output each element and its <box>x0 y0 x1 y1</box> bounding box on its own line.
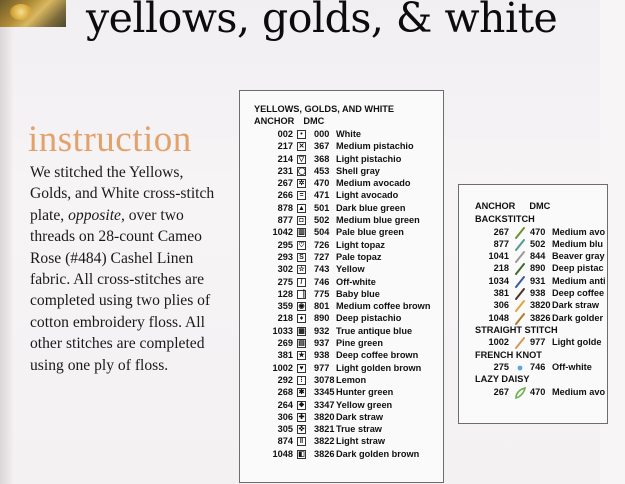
anchor-number: 874 <box>277 436 293 447</box>
anchor-number: 268 <box>277 387 293 398</box>
symbol-icon: ✱ <box>298 389 305 397</box>
color-name: White <box>336 129 362 139</box>
color-name: Shell gray <box>336 165 380 176</box>
key-row <box>240 203 445 215</box>
anchor-number: 306 <box>493 300 509 311</box>
dmc-number: 746 <box>314 276 330 287</box>
symbol-icon: ‖ <box>297 437 306 446</box>
dmc-number: 890 <box>530 263 546 274</box>
color-name: Medium avo <box>552 226 606 237</box>
stitch-section-title: FRENCH KNOT <box>475 349 542 360</box>
dmc-number: 743 <box>314 264 330 275</box>
color-name: Dark blue green <box>336 202 406 213</box>
symbol-icon: ▕ <box>298 290 305 298</box>
anchor-number: 292 <box>277 374 293 385</box>
backstitch-icon <box>514 276 526 288</box>
key-row <box>240 178 445 190</box>
color-name: Lemon <box>336 374 367 385</box>
anchor-number: 218 <box>277 313 293 324</box>
dmc-number: 890 <box>314 313 330 324</box>
instruction-fragment: over two <box>124 206 184 224</box>
backstitch-row <box>475 288 625 300</box>
key-row <box>240 301 445 313</box>
key-row <box>240 424 445 436</box>
color-name: True straw <box>336 424 382 435</box>
anchor-number: 264 <box>277 399 293 410</box>
dmc-number: 502 <box>314 215 330 226</box>
dmc-number: 504 <box>314 227 330 238</box>
backstitch-icon <box>514 288 526 300</box>
backstitch-icon <box>514 251 526 263</box>
color-key-columns <box>254 116 324 126</box>
color-name: Light pistachio <box>336 153 402 164</box>
stitch-key-columns <box>475 201 625 214</box>
color-name: Off-white <box>336 276 376 287</box>
symbol-icon: ▽ <box>298 155 305 163</box>
color-name: Deep pistachio <box>336 313 402 324</box>
dmc-number: 844 <box>530 251 546 262</box>
anchor-number: 275 <box>277 276 293 287</box>
key-row <box>240 338 445 350</box>
lazy-daisy-row <box>475 387 625 399</box>
anchor-number: 267 <box>277 178 293 189</box>
instruction-line: using one ply of floss. <box>30 356 169 374</box>
dmc-number: 938 <box>314 350 330 361</box>
backstitch-row <box>475 251 625 263</box>
color-name: Light golden brown <box>336 362 422 373</box>
key-row <box>240 313 445 325</box>
anchor-number: 218 <box>493 263 509 274</box>
anchor-number: 266 <box>277 190 293 201</box>
symbol-icon: ♡ <box>298 241 305 249</box>
symbol-icon: ▥ <box>298 229 305 237</box>
backstitch-row <box>475 276 625 288</box>
color-name: Yellow <box>336 264 365 275</box>
anchor-number: 877 <box>277 215 293 226</box>
instruction-line <box>30 205 235 226</box>
backstitch-row <box>475 313 625 325</box>
anchor-number: 381 <box>493 287 509 298</box>
backstitch-row <box>475 263 625 275</box>
symbol-icon: ◧ <box>298 450 305 458</box>
color-name: Medium coffee brown <box>336 301 431 312</box>
instruction-line: Rose (#484) Cashel Linen <box>30 249 194 267</box>
symbol-icon: ▤ <box>298 340 305 348</box>
dmc-number: 775 <box>314 288 330 299</box>
anchor-number: 305 <box>277 424 293 435</box>
dmc-number: 470 <box>530 386 546 397</box>
color-name: Hunter green <box>336 387 394 398</box>
key-row <box>240 252 445 264</box>
symbol-icon: ◘ <box>297 216 306 225</box>
dmc-number: 726 <box>314 239 330 250</box>
anchor-number: 1048 <box>488 312 509 323</box>
anchor-number: 267 <box>493 226 509 237</box>
color-name: Pale blue green <box>336 227 404 238</box>
stitch-key-box <box>458 184 608 424</box>
column-anchor: ANCHOR <box>475 201 516 211</box>
instruction-line: threads on 28-count Cameo <box>30 228 202 246</box>
key-row <box>240 277 445 289</box>
instruction-italic: opposite, <box>68 206 125 224</box>
color-name: Medium blu <box>552 238 604 249</box>
color-name: Deep pistac <box>552 263 604 274</box>
key-row <box>240 190 445 202</box>
anchor-number: 217 <box>277 141 293 152</box>
anchor-number: 1033 <box>272 325 293 336</box>
color-name: Medium blue green <box>336 215 420 226</box>
key-row <box>240 240 445 252</box>
instruction-line: Golds, and White cross-stitch <box>30 185 215 203</box>
anchor-number: 302 <box>277 264 293 275</box>
anchor-number: 306 <box>277 411 293 422</box>
color-name: Light topaz <box>336 239 385 250</box>
dmc-number: 3820 <box>314 411 335 422</box>
anchor-number: 267 <box>493 386 509 397</box>
symbol-icon: ◯ <box>298 167 306 175</box>
anchor-number: 381 <box>277 350 293 361</box>
symbol-icon: • <box>297 130 306 139</box>
page-gutter <box>0 0 14 484</box>
symbol-icon: ▦ <box>298 327 305 335</box>
french-knot-row <box>475 362 625 374</box>
color-name: Medium anti <box>552 275 606 286</box>
anchor-number: 231 <box>277 165 293 176</box>
symbol-icon: ✲ <box>298 180 305 188</box>
instruction-line: We stitched the Yellows, <box>30 164 184 181</box>
color-name: Medium pistachio <box>336 141 414 152</box>
instruction-line: other stitches are completed <box>30 335 205 353</box>
color-name: Medium avocado <box>336 178 411 189</box>
anchor-number: 269 <box>277 338 293 349</box>
anchor-number: 1041 <box>488 251 509 262</box>
backstitch-row <box>475 227 625 239</box>
dmc-number: 977 <box>314 362 330 373</box>
key-row <box>240 436 445 448</box>
color-name: Dark golden brown <box>336 448 420 459</box>
dmc-number: 746 <box>530 362 546 373</box>
column-dmc: DMC <box>303 116 325 126</box>
dmc-number: 3826 <box>530 312 551 323</box>
dmc-number: 000 <box>314 129 330 139</box>
page-headline: yellows, golds, & white <box>86 0 558 42</box>
backstitch-icon <box>514 227 526 239</box>
anchor-number: 1034 <box>488 275 509 286</box>
color-name: Dark straw <box>552 300 599 311</box>
anchor-number: 877 <box>493 238 509 249</box>
straight-stitch-icon <box>514 337 526 349</box>
symbol-icon: ★ <box>298 352 305 360</box>
backstitch-icon <box>514 300 526 312</box>
dmc-number: 3078 <box>314 374 335 385</box>
key-row <box>240 166 445 178</box>
stitch-section-title: LAZY DAISY <box>475 374 530 385</box>
dmc-number: 937 <box>314 338 330 349</box>
anchor-number: 128 <box>277 288 293 299</box>
key-row <box>240 400 445 412</box>
dmc-number: 501 <box>314 202 330 213</box>
dmc-number: 470 <box>530 226 546 237</box>
dmc-number: 801 <box>314 301 330 312</box>
dmc-number: 3347 <box>314 399 335 410</box>
key-row <box>240 264 445 276</box>
instruction-line: fabric. All cross-stitches are <box>30 271 205 289</box>
dmc-number: 938 <box>530 287 546 298</box>
dmc-number: 471 <box>314 190 330 201</box>
symbol-icon: ❖ <box>298 401 305 409</box>
stitch-key-content <box>475 201 625 399</box>
dmc-number: 453 <box>314 165 330 176</box>
dmc-number: 727 <box>314 251 330 262</box>
color-name: Pale topaz <box>336 251 382 262</box>
anchor-number: 1042 <box>272 227 293 238</box>
stitch-section-title: STRAIGHT STITCH <box>475 324 558 335</box>
color-name: Dark straw <box>336 411 383 422</box>
symbol-icon: ☆ <box>298 266 305 274</box>
backstitch-icon <box>514 313 526 325</box>
key-row <box>240 350 445 362</box>
dmc-number: 932 <box>314 325 330 336</box>
key-row <box>240 154 445 166</box>
key-row <box>240 141 445 153</box>
symbol-icon: ♥ <box>297 364 306 373</box>
color-name: True antique blue <box>336 325 413 336</box>
color-name: Medium avo <box>552 386 606 397</box>
key-row <box>240 387 445 399</box>
symbol-icon: ◉ <box>298 303 305 311</box>
column-anchor: ANCHOR <box>254 116 295 126</box>
color-name: Deep coffee <box>552 287 605 298</box>
anchor-number: 275 <box>493 362 509 373</box>
symbol-icon: ▲ <box>298 204 305 212</box>
color-name: Light straw <box>336 436 386 447</box>
instruction-paragraph <box>30 162 235 376</box>
symbol-icon: S <box>297 253 306 262</box>
backstitch-row <box>475 300 625 312</box>
dmc-number: 3345 <box>314 387 335 398</box>
color-name: Deep coffee brown <box>336 350 419 361</box>
color-key-title: YELLOWS, GOLDS, AND WHITE <box>254 104 395 114</box>
anchor-number: 1002 <box>488 337 509 348</box>
anchor-number: 214 <box>277 153 293 164</box>
key-row <box>240 227 445 239</box>
key-row <box>240 129 445 141</box>
dmc-number: 931 <box>530 275 546 286</box>
dmc-number: 3820 <box>530 300 551 311</box>
instruction-line: cotton embroidery floss. All <box>30 313 205 331</box>
anchor-number: 295 <box>277 239 293 250</box>
color-key-box <box>239 90 444 483</box>
color-name: Light golde <box>552 337 602 348</box>
symbol-icon: ✚ <box>298 413 305 421</box>
symbol-icon: ✕ <box>298 143 305 151</box>
dmc-number: 3826 <box>314 448 335 459</box>
french-knot-icon <box>514 362 526 374</box>
backstitch-row <box>475 239 625 251</box>
key-row <box>240 375 445 387</box>
dmc-number: 367 <box>314 141 330 152</box>
stitch-section-title: BACKSTITCH <box>475 214 535 224</box>
color-name: Beaver gray <box>552 251 605 262</box>
color-key-rows <box>240 129 445 461</box>
instruction-line: completed using two plies of <box>30 292 211 310</box>
key-row <box>240 215 445 227</box>
color-name: Dark golder <box>552 312 604 323</box>
symbol-icon: ✜ <box>298 426 305 434</box>
symbol-icon: / <box>297 278 306 287</box>
symbol-icon: ♦ <box>297 314 306 323</box>
photo-thumbnail <box>0 0 66 27</box>
anchor-number: 359 <box>277 301 293 312</box>
anchor-number: 002 <box>277 129 293 139</box>
color-name: Pine green <box>336 338 383 349</box>
dmc-number: 977 <box>530 337 546 348</box>
anchor-number: 293 <box>277 251 293 262</box>
lazy-daisy-icon <box>514 387 526 399</box>
symbol-icon: ⁝ <box>297 376 306 385</box>
dmc-number: 3822 <box>314 436 335 447</box>
key-row <box>240 326 445 338</box>
key-row <box>240 363 445 375</box>
dmc-number: 368 <box>314 153 330 164</box>
key-row <box>240 449 445 461</box>
key-row <box>240 412 445 424</box>
color-name: Light avocado <box>336 190 399 201</box>
anchor-number: 1048 <box>272 448 293 459</box>
color-name: Yellow green <box>336 399 393 410</box>
backstitch-icon <box>514 263 526 275</box>
color-name: Baby blue <box>336 288 380 299</box>
dmc-number: 502 <box>530 238 546 249</box>
straight-stitch-row <box>475 337 625 349</box>
key-row <box>240 289 445 301</box>
dmc-number: 3821 <box>314 424 335 435</box>
instruction-heading: instruction <box>28 119 192 160</box>
backstitch-icon <box>514 239 526 251</box>
column-dmc: DMC <box>529 201 551 211</box>
dmc-number: 470 <box>314 178 330 189</box>
flower-image <box>10 4 32 20</box>
anchor-number: 1002 <box>272 362 293 373</box>
symbol-icon: = <box>297 191 306 200</box>
anchor-number: 878 <box>277 202 293 213</box>
instruction-fragment: plate, <box>30 206 69 224</box>
color-name: Off-white <box>552 362 592 373</box>
